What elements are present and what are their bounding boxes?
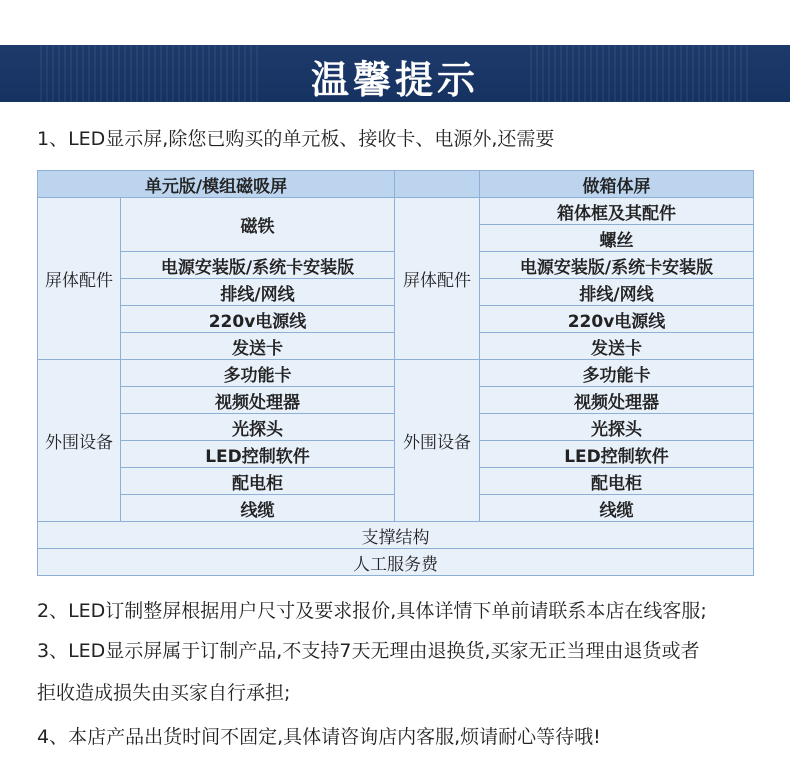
right-item: 线缆 bbox=[480, 495, 754, 522]
note-3-cont: 拒收造成损失由买家自行承担; bbox=[37, 682, 291, 704]
left-group-peripherals: 外围设备 bbox=[38, 360, 121, 522]
right-item: 多功能卡 bbox=[480, 360, 754, 387]
accessories-table bbox=[37, 170, 754, 576]
support-structure-row: 支撑结构 bbox=[38, 522, 754, 549]
right-item: 发送卡 bbox=[480, 333, 754, 360]
title-banner bbox=[0, 45, 790, 102]
left-item: 配电柜 bbox=[121, 468, 395, 495]
header-blank bbox=[395, 171, 480, 198]
left-group-screen-parts: 屏体配件 bbox=[38, 198, 121, 360]
right-item: LED控制软件 bbox=[480, 441, 754, 468]
left-item: 电源安装版/系统卡安装版 bbox=[121, 252, 395, 279]
right-item: 光探头 bbox=[480, 414, 754, 441]
left-item: 发送卡 bbox=[121, 333, 395, 360]
left-item: 220v电源线 bbox=[121, 306, 395, 333]
right-item: 配电柜 bbox=[480, 468, 754, 495]
right-item: 视频处理器 bbox=[480, 387, 754, 414]
right-group-peripherals: 外围设备 bbox=[395, 360, 480, 522]
left-item: LED控制软件 bbox=[121, 441, 395, 468]
left-item: 光探头 bbox=[121, 414, 395, 441]
note-4: 4、本店产品出货时间不固定,具体请咨询店内客服,烦请耐心等待哦! bbox=[37, 726, 601, 748]
intro-text: 1、LED显示屏,除您已购买的单元板、接收卡、电源外,还需要 bbox=[37, 128, 555, 150]
left-item: 多功能卡 bbox=[121, 360, 395, 387]
note-2: 2、LED订制整屏根据用户尺寸及要求报价,具体详情下单前请联系本店在线客服; bbox=[37, 600, 707, 622]
right-item: 电源安装版/系统卡安装版 bbox=[480, 252, 754, 279]
labor-fee-row: 人工服务费 bbox=[38, 549, 754, 576]
header-right: 做箱体屏 bbox=[480, 171, 754, 198]
left-item: 磁铁 bbox=[121, 198, 395, 252]
right-item: 排线/网线 bbox=[480, 279, 754, 306]
left-item: 排线/网线 bbox=[121, 279, 395, 306]
header-left: 单元版/模组磁吸屏 bbox=[38, 171, 395, 198]
right-group-screen-parts: 屏体配件 bbox=[395, 198, 480, 360]
note-3: 3、LED显示屏属于订制产品,不支持7天无理由退换货,买家无正当理由退货或者 bbox=[37, 640, 700, 662]
right-item: 螺丝 bbox=[480, 225, 754, 252]
right-item: 220v电源线 bbox=[480, 306, 754, 333]
left-item: 线缆 bbox=[121, 495, 395, 522]
page-title: 温馨提示 bbox=[310, 58, 479, 102]
right-item: 箱体框及其配件 bbox=[480, 198, 754, 225]
left-item: 视频处理器 bbox=[121, 387, 395, 414]
